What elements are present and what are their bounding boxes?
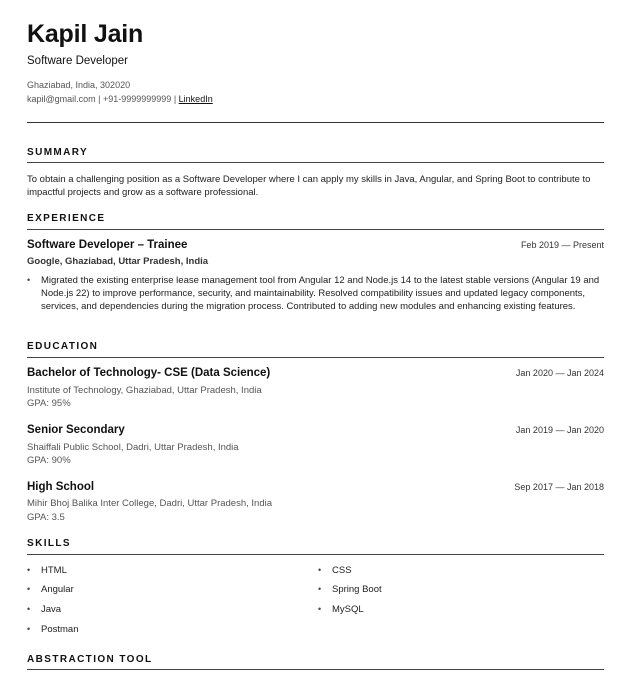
skills-heading: SKILLS: [27, 538, 71, 549]
summary-heading: SUMMARY: [27, 147, 89, 158]
abstraction-heading: ABSTRACTION TOOL: [27, 654, 153, 665]
skill-label: MySQL: [332, 604, 364, 615]
education-gpa: GPA: 3.5: [27, 512, 65, 523]
education-degree: High School: [27, 481, 95, 493]
education-item-header: [27, 424, 604, 436]
experience-company: Google, Ghaziabad, Uttar Pradesh, India: [27, 256, 209, 267]
experience-heading: EXPERIENCE: [27, 213, 106, 224]
education-dates: Jan 2020 — Jan 2024: [515, 368, 604, 378]
email-text: kapil@gmail.com: [27, 94, 96, 104]
summary-text: To obtain a challenging position as a Software Developer where I can apply my skills in Java, Angular, and Spring Boot to contribute to impactful projects and grow as a software professional.: [27, 174, 591, 198]
skill-label: Java: [41, 604, 62, 615]
candidate-name: Kapil Jain: [27, 20, 144, 48]
contact-line: [27, 94, 213, 104]
skill-label: HTML: [41, 565, 67, 576]
education-dates: Jan 2019 — Jan 2020: [515, 425, 604, 435]
skill-label: Postman: [41, 624, 79, 635]
bullet-dot: •: [27, 624, 31, 634]
bullet-dot: •: [318, 604, 322, 614]
education-item-header: [27, 481, 604, 493]
experience-item-header: [27, 239, 604, 251]
separator: |: [95, 94, 103, 104]
experience-dates: Feb 2019 — Present: [520, 240, 604, 250]
separator: |: [171, 94, 179, 104]
education-item-header: [27, 367, 604, 379]
bullet-dot: •: [27, 604, 31, 614]
skill-item: [318, 584, 382, 595]
experience-bullet-text: Migrated the existing enterprise lease management tool from Angular 12 and Node.js 14 to the latest stable versions (Angular 19 and Node.js 22) to improve performance, security, and maintainability. Resolved compatibility issues and updated legacy components, services, and dependencies during the migration process. Contributed to adding new modules and enhancing existing features.: [41, 275, 600, 312]
education-school: Institute of Technology, Ghaziabad, Uttar Pradesh, India: [27, 385, 262, 396]
education-gpa: GPA: 90%: [27, 455, 71, 466]
education-heading: EDUCATION: [27, 341, 99, 352]
education-degree: Bachelor of Technology- CSE (Data Science): [27, 367, 271, 379]
experience-bullet: [27, 274, 604, 313]
skill-item: [27, 565, 67, 576]
phone-text: +91-9999999999: [103, 94, 172, 104]
bullet-dot: •: [318, 565, 322, 575]
bullet-dot: •: [318, 584, 322, 594]
bullet-dot: •: [27, 565, 31, 575]
education-degree: Senior Secondary: [27, 424, 125, 436]
education-school: Mihir Bhoj Balika Inter College, Dadri, Uttar Pradesh, India: [27, 498, 273, 509]
summary-divider: [27, 162, 604, 163]
header-divider: [27, 122, 604, 123]
skill-label: CSS: [332, 565, 352, 576]
education-gpa: GPA: 95%: [27, 398, 71, 409]
skill-item: [27, 584, 74, 595]
skill-item: [318, 565, 352, 576]
education-school: Shaiffali Public School, Dadri, Uttar Pradesh, India: [27, 442, 239, 453]
skill-item: [318, 604, 364, 615]
education-divider: [27, 357, 604, 358]
experience-role: Software Developer – Trainee: [27, 239, 188, 251]
bullet-dot: •: [27, 584, 31, 594]
candidate-location: Ghaziabad, India, 302020: [27, 80, 131, 90]
skill-label: Spring Boot: [332, 584, 382, 595]
skill-item: [27, 624, 79, 635]
linkedin-link[interactable]: LinkedIn: [178, 94, 213, 104]
education-dates: Sep 2017 — Jan 2018: [514, 482, 604, 492]
skills-divider: [27, 554, 604, 555]
experience-divider: [27, 229, 604, 230]
abstraction-divider: [27, 669, 604, 670]
skill-label: Angular: [41, 584, 74, 595]
skill-item: [27, 604, 61, 615]
candidate-title: Software Developer: [27, 55, 128, 67]
bullet-dot: •: [27, 275, 31, 285]
